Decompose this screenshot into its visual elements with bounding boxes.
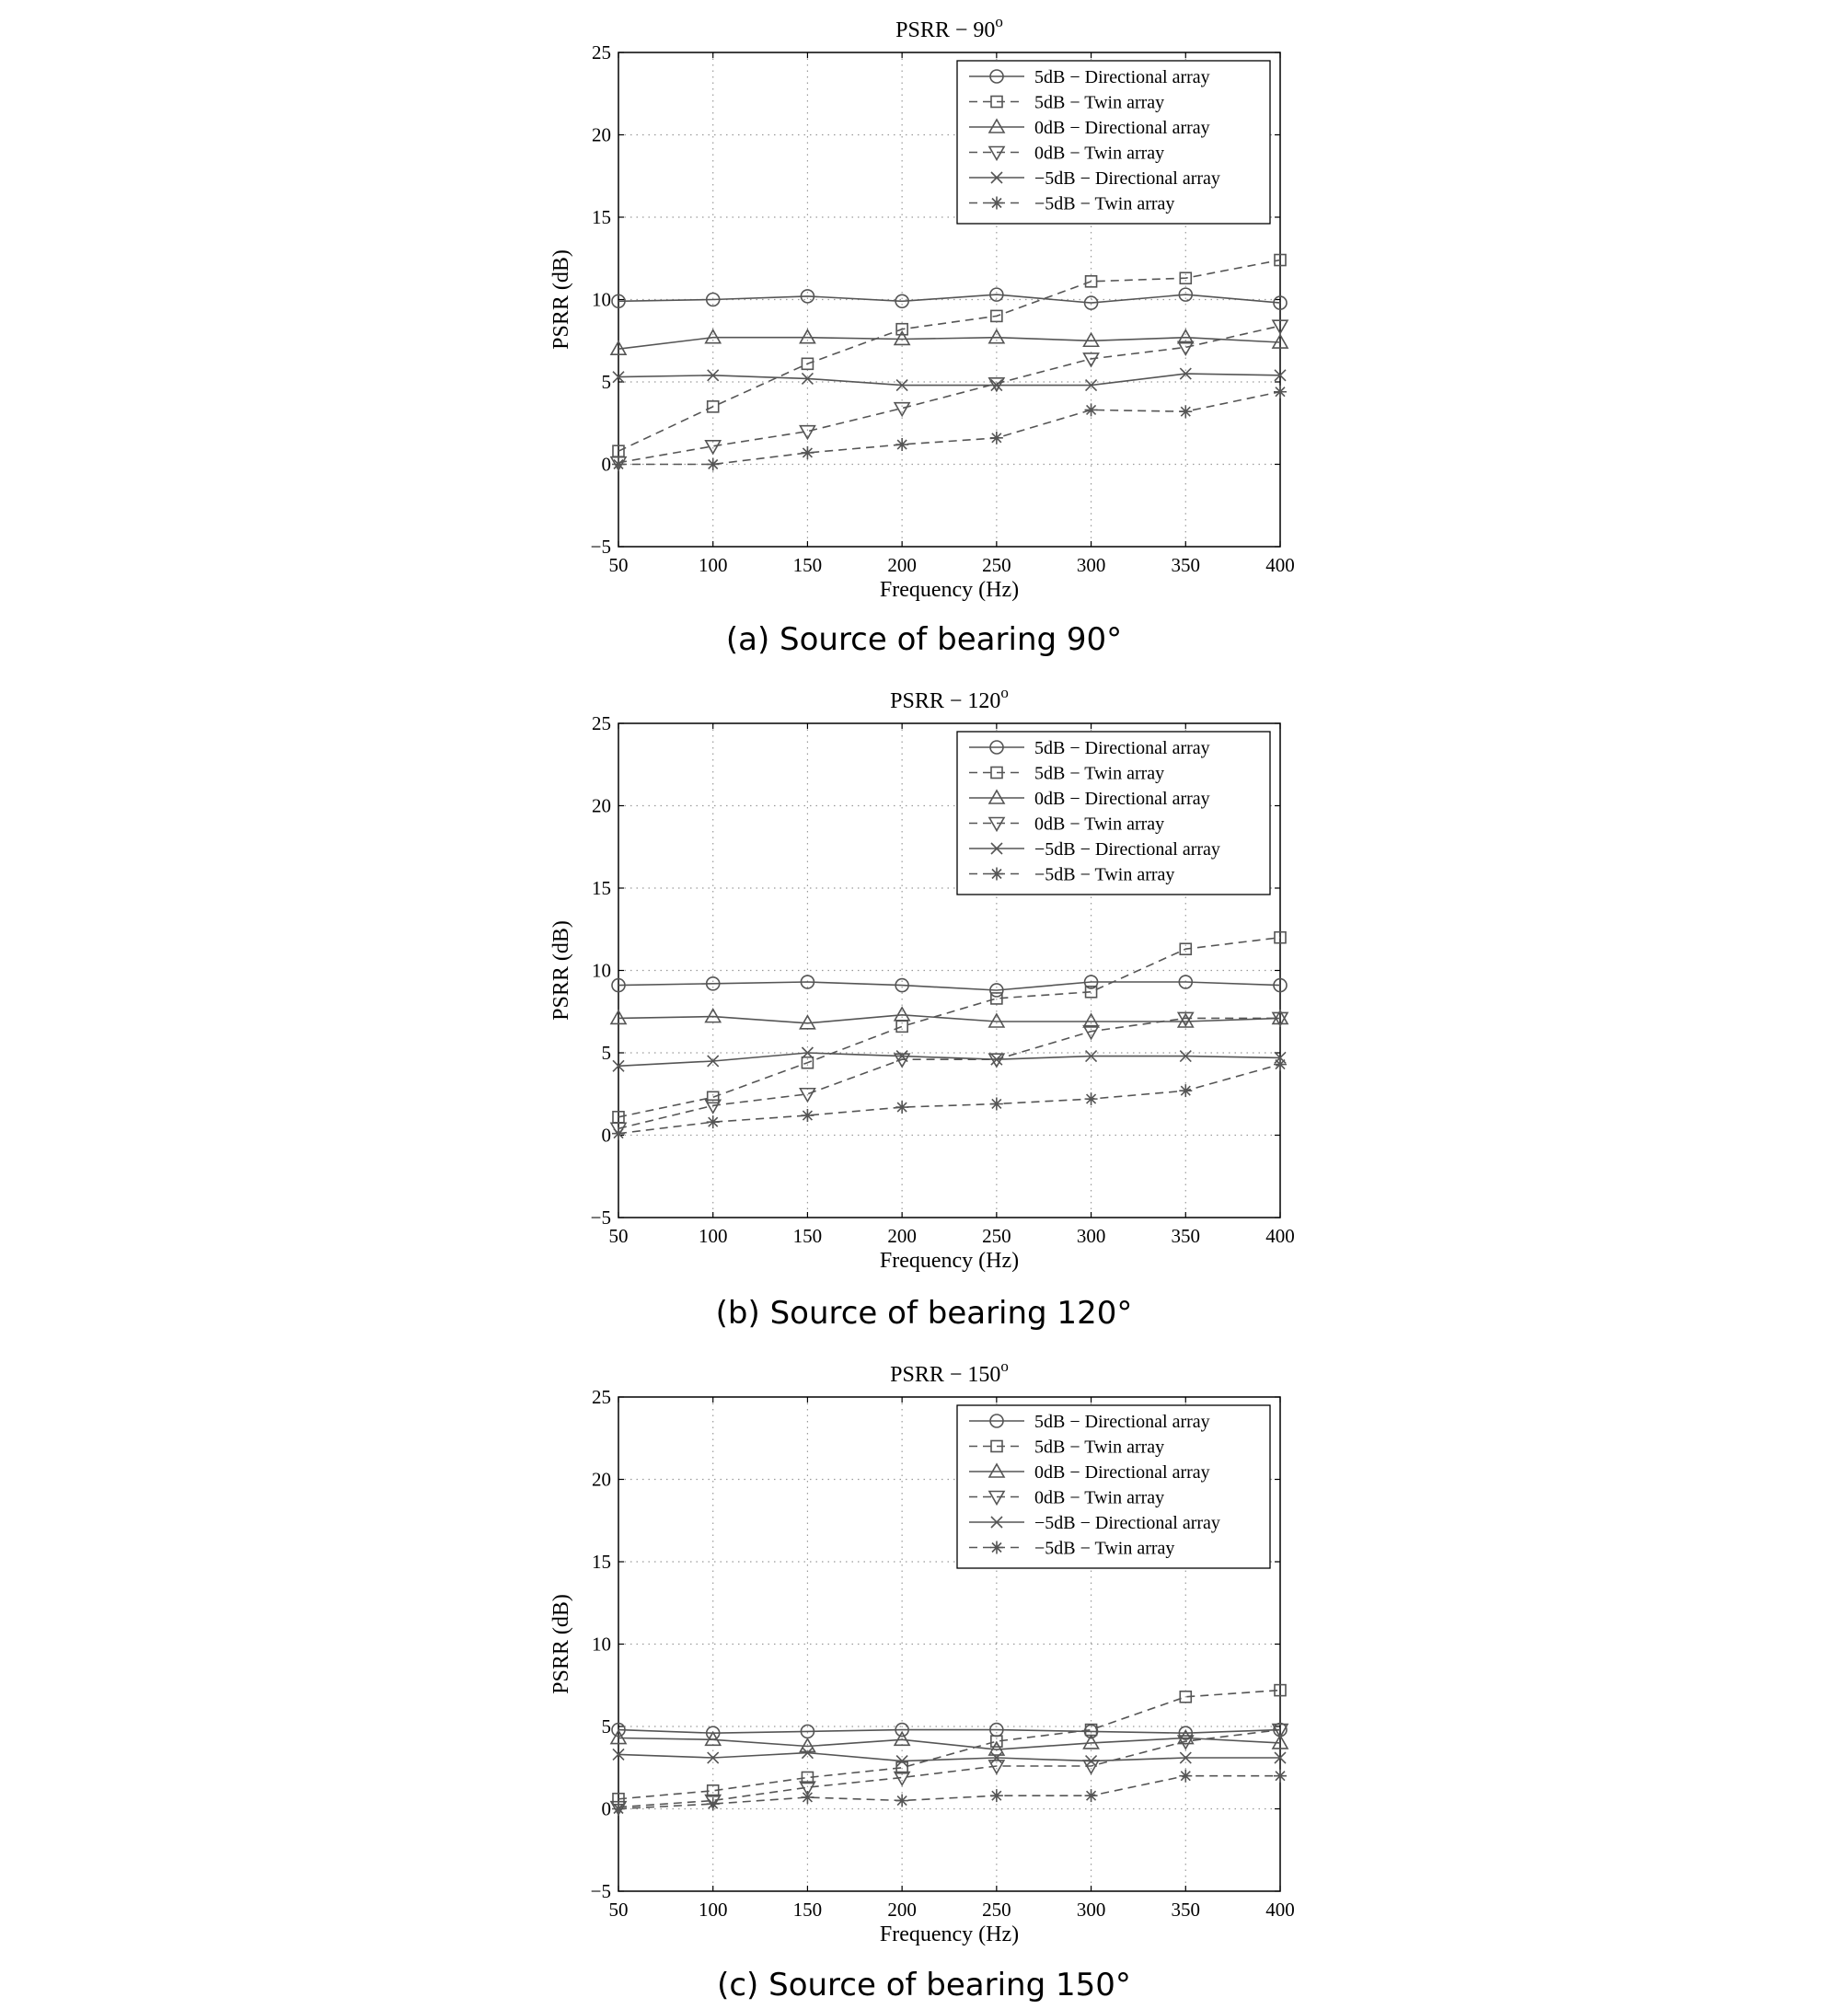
data-point — [707, 458, 720, 471]
y-tick-label: 10 — [592, 1633, 611, 1656]
legend-entry: 5dB − Directional array — [1034, 738, 1210, 758]
chart-title-superscript: o — [995, 13, 1003, 30]
x-tick-label: 100 — [698, 1225, 728, 1247]
y-tick-label: 15 — [592, 877, 611, 899]
x-tick-label: 150 — [792, 554, 823, 576]
x-tick-label: 250 — [982, 554, 1011, 576]
data-point — [612, 1803, 625, 1816]
data-point — [1085, 403, 1098, 416]
legend-entry: 5dB − Directional array — [1034, 67, 1210, 87]
x-axis-label: Frequency (Hz) — [879, 1922, 1020, 1946]
y-tick-label: −5 — [590, 536, 611, 558]
data-point — [707, 1115, 720, 1128]
y-tick-label: 25 — [592, 41, 611, 64]
y-tick-label: 5 — [601, 371, 611, 393]
legend-marker — [990, 197, 1003, 210]
legend-entry: 0dB − Twin array — [1034, 1487, 1165, 1508]
y-axis-label: PSRR (dB) — [549, 1594, 573, 1694]
legend — [957, 732, 1270, 895]
panel-c — [549, 1357, 1295, 1946]
data-point — [990, 1097, 1003, 1110]
x-axis-label: Frequency (Hz) — [879, 578, 1020, 602]
panel-caption-b: (b) Source of bearing 120° — [715, 1295, 1133, 1332]
data-point — [1179, 1770, 1192, 1783]
y-tick-label: 0 — [601, 1124, 611, 1147]
data-point — [801, 1109, 814, 1122]
x-tick-label: 350 — [1171, 1225, 1201, 1247]
legend-marker — [990, 868, 1003, 881]
x-tick-label: 150 — [792, 1225, 823, 1247]
y-tick-label: 25 — [592, 712, 611, 734]
x-tick-label: 250 — [982, 1225, 1011, 1247]
data-point — [1274, 1058, 1287, 1071]
data-point — [801, 1791, 814, 1804]
data-point — [707, 1797, 720, 1810]
panel-caption-c: (c) Source of bearing 150° — [717, 1967, 1131, 2003]
data-point — [990, 1789, 1003, 1802]
data-point — [1274, 386, 1287, 398]
legend-entry: −5dB − Twin array — [1034, 1538, 1175, 1559]
data-point — [1179, 405, 1192, 418]
y-tick-label: 0 — [601, 453, 611, 476]
x-tick-label: 100 — [698, 554, 728, 576]
chart-title: PSRR − $120^o$ — [890, 684, 1009, 713]
x-tick-label: 150 — [792, 1899, 823, 1921]
x-tick-label: 300 — [1076, 1225, 1106, 1247]
y-tick-label: 10 — [592, 959, 611, 982]
y-tick-label: 20 — [592, 123, 611, 146]
y-tick-label: 10 — [592, 288, 611, 311]
legend-entry: 0dB − Twin array — [1034, 143, 1165, 164]
data-point — [990, 432, 1003, 445]
y-tick-label: 5 — [601, 1042, 611, 1064]
data-point — [1085, 1092, 1098, 1105]
data-point — [895, 1101, 908, 1114]
data-point — [612, 458, 625, 471]
legend-entry: 0dB − Directional array — [1034, 789, 1210, 809]
panel-a — [549, 13, 1295, 602]
legend-entry: 5dB − Twin array — [1034, 1437, 1165, 1458]
legend-entry: −5dB − Directional array — [1034, 168, 1220, 189]
legend-entry: 5dB − Twin array — [1034, 763, 1165, 784]
y-tick-label: −5 — [590, 1207, 611, 1229]
legend-entry: 0dB − Directional array — [1034, 1462, 1210, 1483]
x-tick-label: 50 — [608, 1225, 629, 1247]
chart-title: PSRR − $150^o$ — [890, 1357, 1009, 1387]
x-tick-label: 200 — [887, 1899, 917, 1921]
y-tick-label: 15 — [592, 206, 611, 228]
x-tick-label: 400 — [1265, 554, 1295, 576]
x-tick-label: 100 — [698, 1899, 728, 1921]
y-tick-label: 0 — [601, 1797, 611, 1820]
y-tick-label: 20 — [592, 1468, 611, 1491]
legend — [957, 61, 1270, 224]
panel-caption-a: (a) Source of bearing 90° — [725, 621, 1123, 658]
x-tick-label: 300 — [1076, 1899, 1106, 1921]
data-point — [801, 446, 814, 459]
y-axis-label: PSRR (dB) — [549, 249, 573, 350]
y-axis-label: PSRR (dB) — [549, 920, 573, 1021]
x-tick-label: 50 — [608, 554, 629, 576]
legend-entry: 5dB − Directional array — [1034, 1412, 1210, 1432]
x-axis-label: Frequency (Hz) — [879, 1249, 1020, 1273]
data-point — [895, 438, 908, 451]
data-point — [612, 1127, 625, 1140]
legend-entry: −5dB − Twin array — [1034, 193, 1175, 214]
legend-entry: −5dB − Directional array — [1034, 839, 1220, 860]
legend-entry: 5dB − Twin array — [1034, 92, 1165, 113]
y-tick-label: 5 — [601, 1715, 611, 1738]
chart-title-superscript: o — [1000, 684, 1009, 701]
x-tick-label: 200 — [887, 554, 917, 576]
x-tick-label: 400 — [1265, 1225, 1295, 1247]
legend-entry: 0dB − Directional array — [1034, 118, 1210, 138]
y-tick-label: 15 — [592, 1551, 611, 1573]
legend — [957, 1405, 1270, 1568]
x-tick-label: 350 — [1171, 1899, 1201, 1921]
x-tick-label: 400 — [1265, 1899, 1295, 1921]
legend-entry: −5dB − Directional array — [1034, 1513, 1220, 1533]
x-tick-label: 50 — [608, 1899, 629, 1921]
panel-b — [549, 684, 1295, 1273]
legend-entry: −5dB − Twin array — [1034, 864, 1175, 885]
y-tick-label: 20 — [592, 794, 611, 817]
data-point — [1179, 1084, 1192, 1097]
chart-title-superscript: o — [1000, 1357, 1009, 1375]
data-point — [895, 1795, 908, 1807]
x-tick-label: 250 — [982, 1899, 1011, 1921]
x-tick-label: 300 — [1076, 554, 1106, 576]
legend-entry: 0dB − Twin array — [1034, 814, 1165, 835]
chart-title: PSRR − $90^o$ — [895, 13, 1003, 42]
data-point — [1274, 1770, 1287, 1783]
legend-marker — [990, 1541, 1003, 1554]
data-point — [1085, 1789, 1098, 1802]
y-tick-label: −5 — [590, 1880, 611, 1902]
y-tick-label: 25 — [592, 1386, 611, 1408]
x-tick-label: 350 — [1171, 554, 1201, 576]
x-tick-label: 200 — [887, 1225, 917, 1247]
